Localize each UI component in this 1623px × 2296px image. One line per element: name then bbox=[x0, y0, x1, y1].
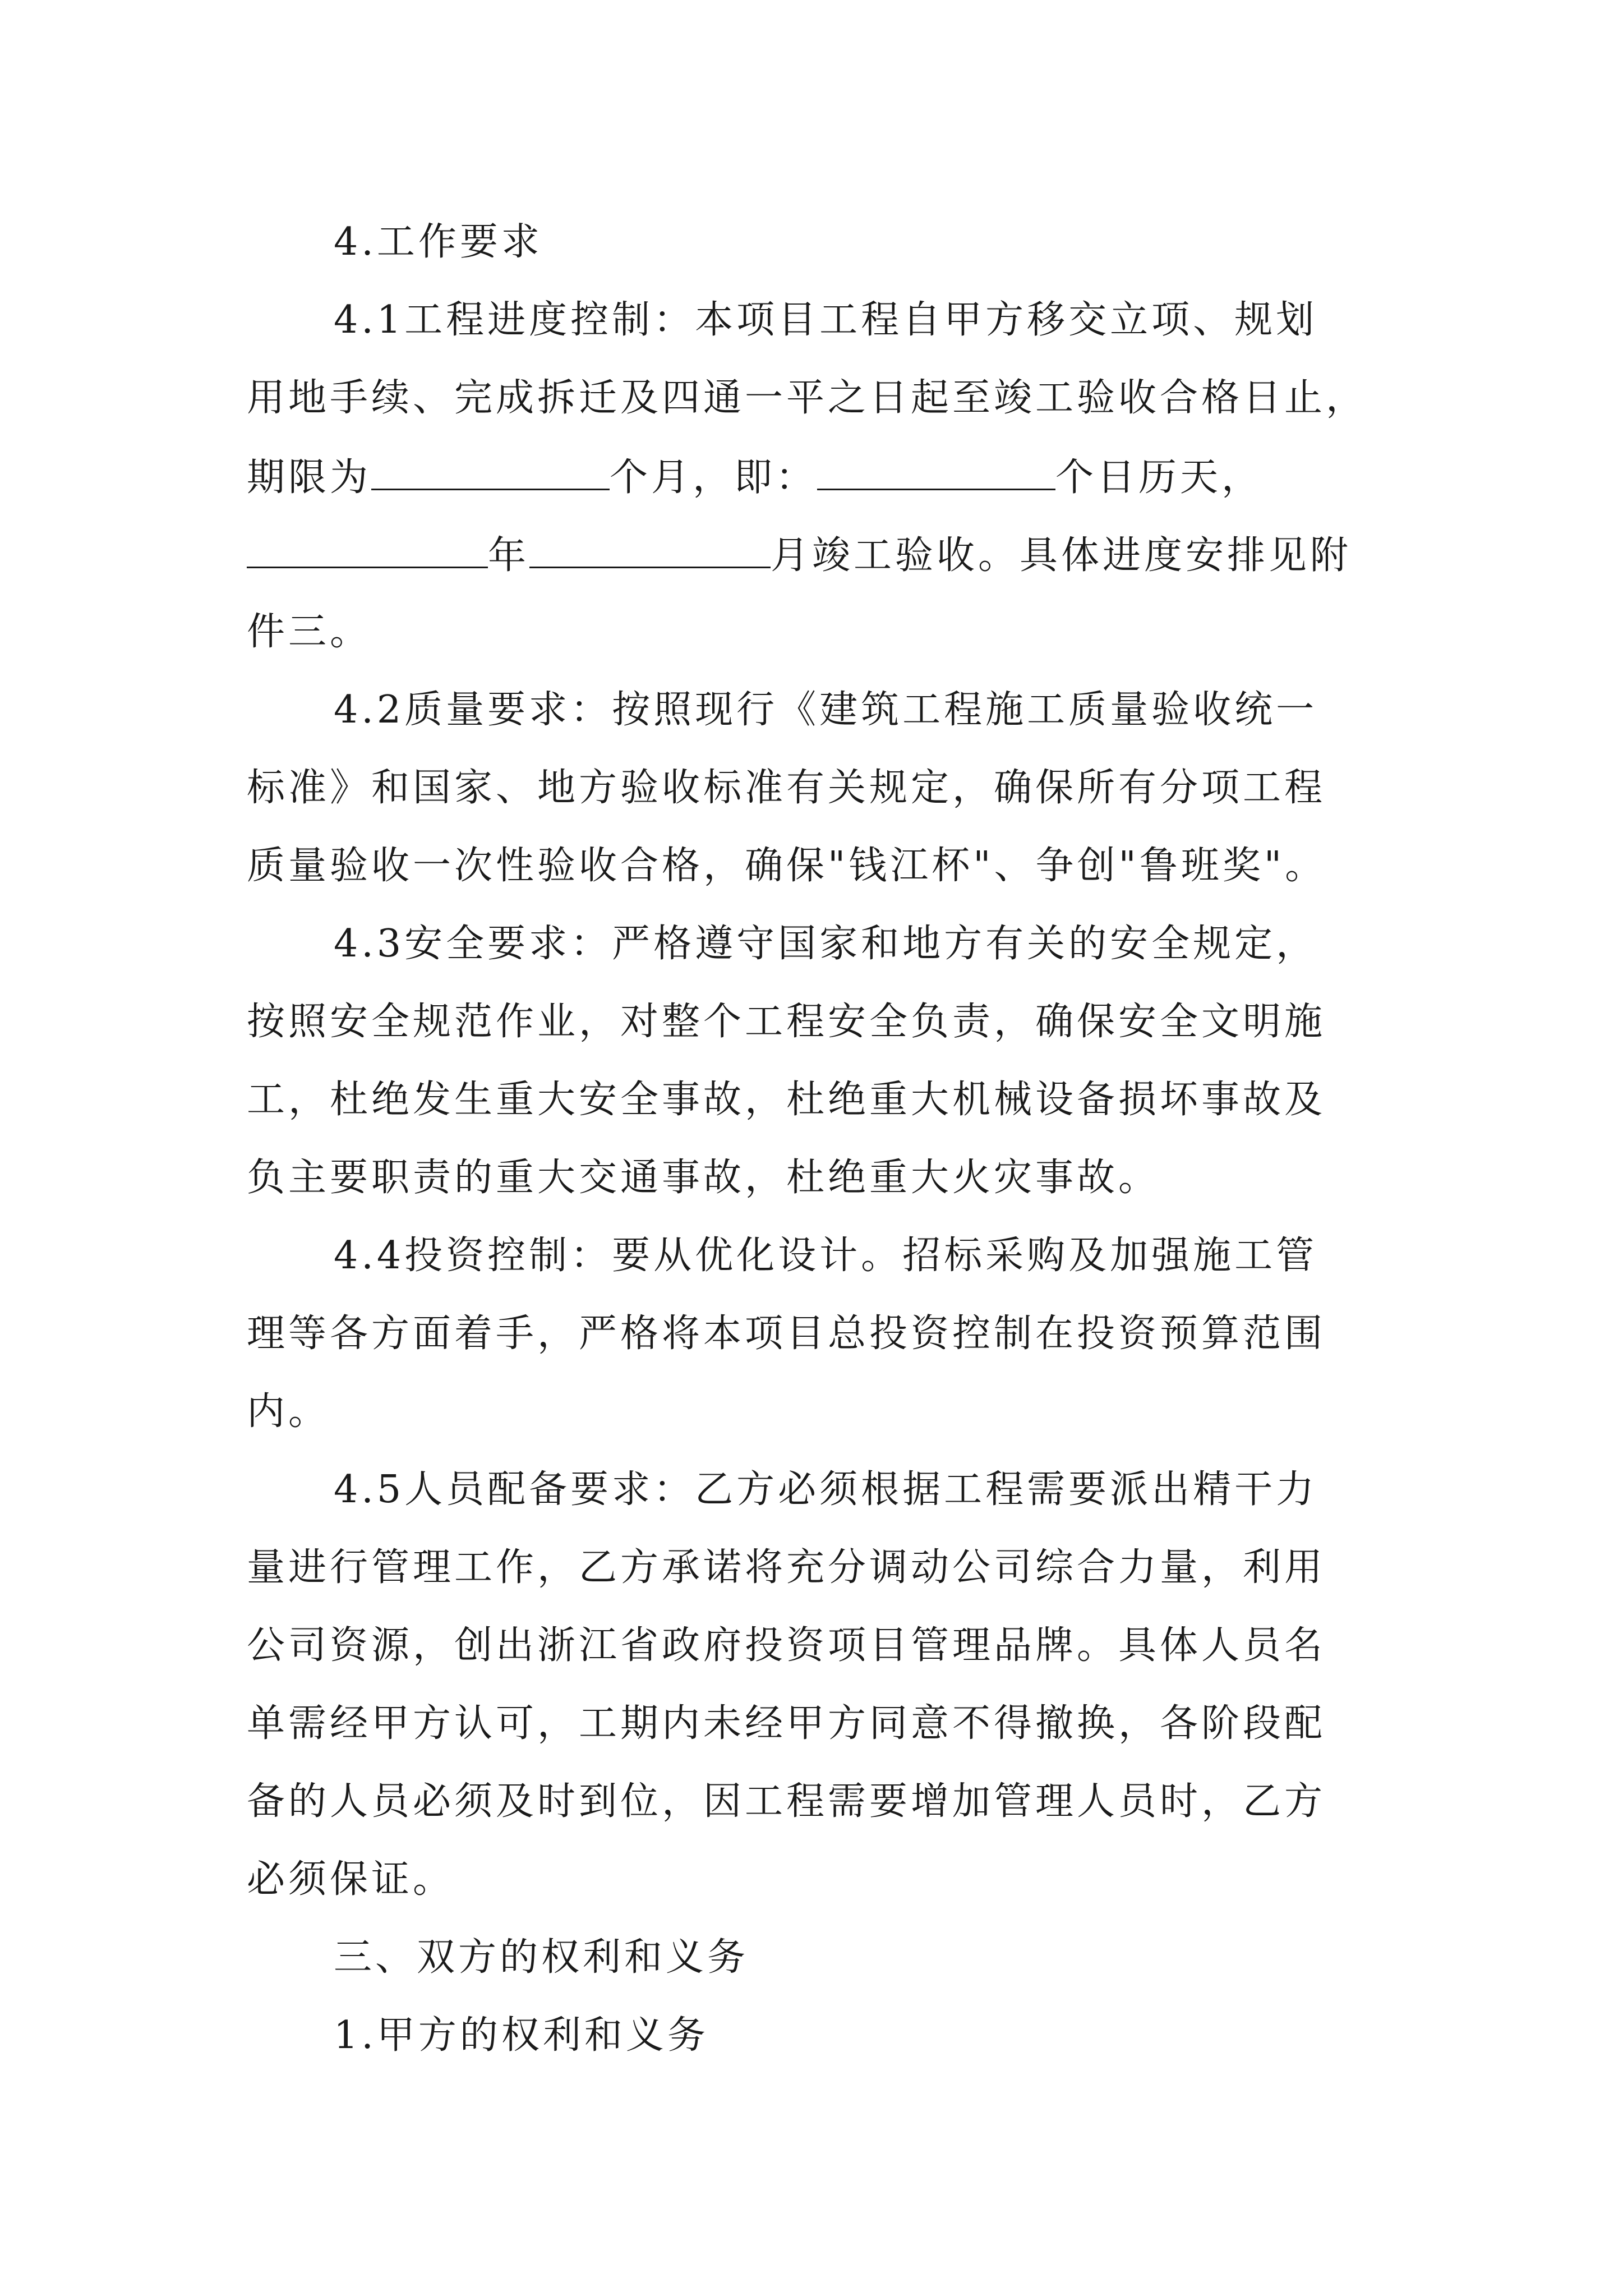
paragraph-text: 量进行管理工作，乙方承诺将充分调动公司综合力量，利用 bbox=[247, 1545, 1326, 1590]
paragraph-line bbox=[247, 610, 371, 655]
paragraph-text: 月竣工验收。具体进度安排见附 bbox=[771, 533, 1352, 578]
paragraph-line bbox=[247, 1545, 1326, 1590]
paragraph-text: 内。 bbox=[247, 1389, 330, 1434]
paragraph-text: 负主要职责的重大交通事故，杜绝重大火灾事故。 bbox=[247, 1156, 1160, 1200]
paragraph-text: 必须保证。 bbox=[247, 1857, 455, 1902]
paragraph-text: 按照安全规范作业，对整个工程安全负责，确保安全文明施 bbox=[247, 1000, 1326, 1044]
paragraph-line bbox=[247, 1389, 330, 1434]
paragraph-text: 4.3安全要求：严格遵守国家和地方有关的安全规定， bbox=[334, 922, 1318, 966]
paragraph-line bbox=[334, 1234, 1317, 1278]
paragraph-text: 备的人员必须及时到位，因工程需要增加管理人员时，乙方 bbox=[247, 1779, 1326, 1824]
paragraph-line bbox=[247, 1779, 1326, 1824]
paragraph-line bbox=[334, 1467, 1317, 1512]
paragraph-text: 质量验收一次性验收合格，确保"钱江杯"、争创"鲁班奖"。 bbox=[247, 844, 1327, 888]
paragraph-line bbox=[247, 1000, 1326, 1045]
heading-text: 4.工作要求 bbox=[334, 220, 543, 264]
fill-in-blank-days[interactable] bbox=[817, 454, 1055, 490]
paragraph-text: 用地手续、完成拆迁及四通一平之日起至竣工验收合格日止， bbox=[247, 376, 1368, 420]
paragraph-line bbox=[334, 688, 1317, 733]
paragraph-line bbox=[247, 1078, 1326, 1122]
paragraph-text: 标准》和国家、地方验收标准有关规定，确保所有分项工程 bbox=[247, 766, 1326, 810]
subsection-heading-1 bbox=[334, 2013, 709, 2058]
paragraph-line bbox=[334, 298, 1317, 343]
paragraph-text: 理等各方面着手，严格将本项目总投资控制在投资预算范围 bbox=[247, 1312, 1326, 1356]
paragraph-line bbox=[247, 1156, 1160, 1200]
heading-text: 三、双方的权利和义务 bbox=[334, 1935, 749, 1980]
fill-in-blank-month[interactable] bbox=[529, 532, 771, 568]
paragraph-text: 个日历天， bbox=[1055, 455, 1264, 500]
paragraph-text: 个月，即： bbox=[610, 455, 818, 500]
section-heading-4 bbox=[334, 220, 543, 265]
paragraph-text: 期限为 bbox=[247, 455, 372, 500]
fill-in-blank-months[interactable] bbox=[371, 454, 610, 490]
paragraph-line bbox=[247, 1312, 1326, 1356]
paragraph-line bbox=[247, 376, 1367, 421]
paragraph-text: 工，杜绝发生重大安全事故，杜绝重大机械设备损坏事故及 bbox=[247, 1078, 1326, 1122]
heading-text: 1.甲方的权利和义务 bbox=[334, 2013, 709, 2058]
paragraph-line bbox=[247, 1623, 1326, 1668]
paragraph-text: 公司资源，创出浙江省政府投资项目管理品牌。具体人员名 bbox=[247, 1623, 1326, 1668]
paragraph-text: 4.1工程进度控制：本项目工程自甲方移交立项、规划 bbox=[334, 298, 1318, 342]
paragraph-line bbox=[247, 766, 1326, 811]
paragraph-line bbox=[247, 1701, 1326, 1746]
paragraph-line bbox=[247, 532, 1352, 578]
paragraph-text: 单需经甲方认可，工期内未经甲方同意不得撤换，各阶段配 bbox=[247, 1701, 1326, 1746]
paragraph-text: 4.2质量要求：按照现行《建筑工程施工质量验收统一 bbox=[334, 688, 1318, 732]
paragraph-line bbox=[247, 454, 1263, 500]
paragraph-text: 4.4投资控制：要从优化设计。招标采购及加强施工管 bbox=[334, 1234, 1318, 1278]
paragraph-line bbox=[247, 844, 1326, 889]
section-heading-3 bbox=[334, 1935, 749, 1980]
paragraph-line bbox=[334, 922, 1317, 967]
paragraph-text: 年 bbox=[488, 533, 530, 578]
paragraph-line bbox=[247, 1857, 454, 1902]
paragraph-text: 4.5人员配备要求：乙方必须根据工程需要派出精干力 bbox=[334, 1467, 1318, 1512]
paragraph-text: 件三。 bbox=[247, 610, 372, 654]
fill-in-blank-year[interactable] bbox=[247, 532, 488, 568]
